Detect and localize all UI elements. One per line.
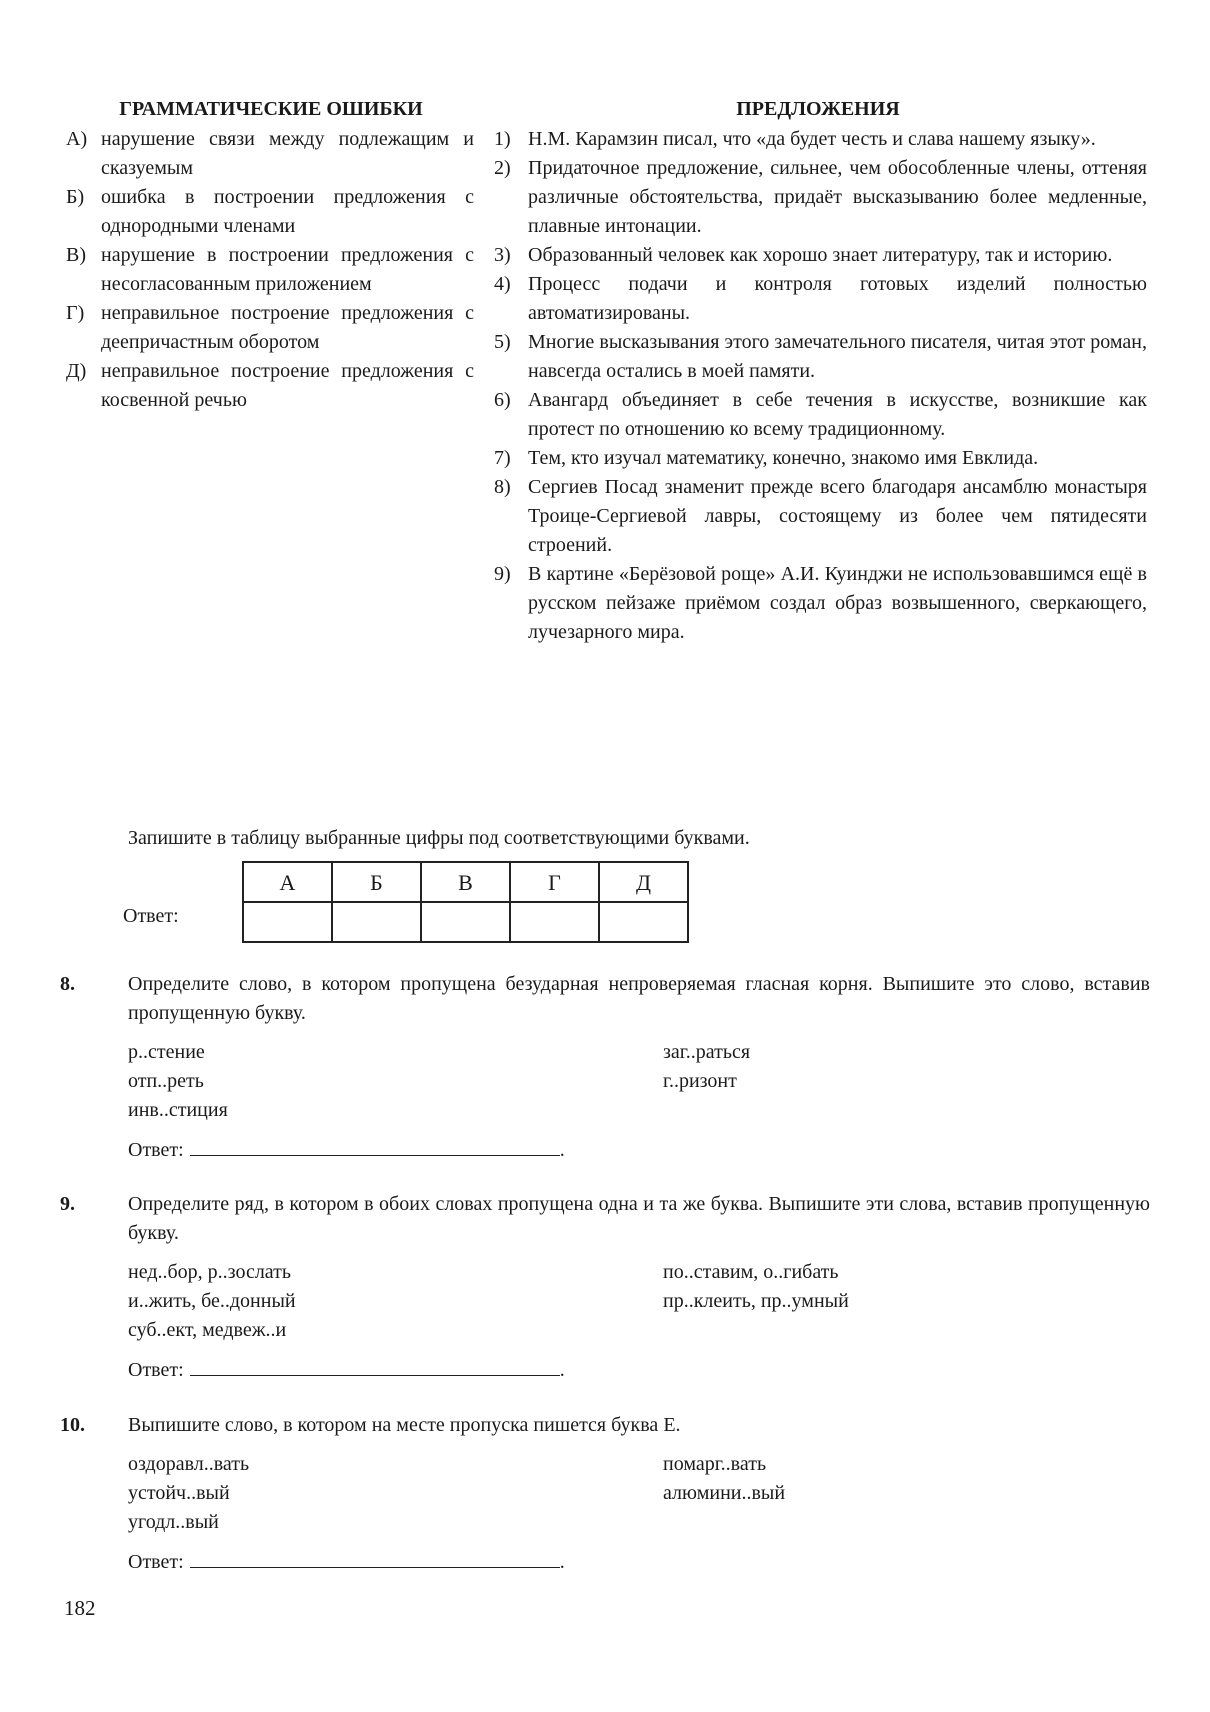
- errors-list: [66, 125, 474, 415]
- word-option: алюмини..вый: [663, 1482, 786, 1504]
- answer-dot: .: [559, 1139, 565, 1161]
- item-label: В): [66, 244, 86, 266]
- list-item: [494, 444, 1147, 473]
- item-label: Г): [66, 302, 85, 324]
- list-item: [494, 560, 1147, 647]
- left-heading: ГРАММАТИЧЕСКИЕ ОШИБКИ: [119, 98, 423, 120]
- question-9: [60, 1190, 1150, 1385]
- answer-cell[interactable]: [510, 902, 599, 942]
- item-text: Процесс подачи и контроля готовых изделий полностью автоматизированы.: [528, 273, 1147, 324]
- word-option: г..ризонт: [663, 1070, 737, 1092]
- answer-label: Ответ:: [128, 1139, 184, 1161]
- right-heading: ПРЕДЛОЖЕНИЯ: [736, 98, 900, 120]
- answer-cell[interactable]: [332, 902, 421, 942]
- item-label: 4): [494, 273, 511, 295]
- item-text: Образованный человек как хорошо знает литературу, так и историю.: [528, 244, 1113, 266]
- item-text: В картине «Берёзовой роще» А.И. Куинджи не использовавшимся ещё в русском пейзаже приёмом создал образ возвышенного, сверкающего, лучезарного мира.: [528, 563, 1147, 643]
- item-text: Многие высказывания этого замечательного писателя, читая этот роман, навсегда остались в моей памяти.: [528, 331, 1147, 382]
- list-item: [66, 299, 474, 357]
- answer-label: Ответ:: [128, 1359, 184, 1381]
- item-text: Придаточное предложение, сильнее, чем обособленные члены, оттеняя различные обстоятельства, придаёт высказыванию более медленные, плавные интонации.: [528, 157, 1147, 237]
- item-text: Сергиев Посад знаменит прежде всего благодаря ансамблю монастыря Троице-Сергиевой лавры, состоящему из более чем пятидесяти строений.: [528, 476, 1147, 556]
- table-instruction: Запишите в таблицу выбранные цифры под соответствующими буквами.: [128, 827, 750, 849]
- table-header-cell: А: [243, 862, 332, 902]
- item-label: 1): [494, 128, 511, 150]
- answer-input[interactable]: [190, 1135, 560, 1156]
- table-header-cell: Г: [510, 862, 599, 902]
- word-option: по..ставим, о..гибать: [663, 1261, 839, 1283]
- item-label: 7): [494, 447, 511, 469]
- question-8: [60, 970, 1150, 1165]
- word-option: угодл..вый: [128, 1511, 219, 1533]
- item-text: ошибка в построении предложения с однородными членами: [101, 186, 474, 237]
- answer-input[interactable]: [190, 1355, 560, 1376]
- question-number: 9.: [60, 1193, 75, 1215]
- table-header-cell: Д: [599, 862, 688, 902]
- list-item: [494, 328, 1147, 386]
- item-text: Авангард объединяет в себе течения в искусстве, возникшие как протест по отношению ко всему традиционному.: [528, 389, 1147, 440]
- word-option: и..жить, бе..донный: [128, 1290, 296, 1312]
- list-item: [494, 473, 1147, 560]
- list-item: [494, 241, 1147, 270]
- item-label: Б): [66, 186, 85, 208]
- answer-cell[interactable]: [243, 902, 332, 942]
- answer-cell[interactable]: [421, 902, 510, 942]
- word-option: р..стение: [128, 1041, 205, 1063]
- item-text: нарушение в построении предложения с несогласованным приложением: [101, 244, 474, 295]
- item-label: 6): [494, 389, 511, 411]
- list-item: [494, 386, 1147, 444]
- list-item: [494, 125, 1147, 154]
- list-item: [66, 357, 474, 415]
- word-option: помарг..вать: [663, 1453, 767, 1475]
- question-number: 10.: [60, 1414, 85, 1436]
- answer-dot: .: [559, 1551, 565, 1573]
- list-item: [66, 183, 474, 241]
- word-option: нед..бор, р..зослать: [128, 1261, 292, 1283]
- answer-cell[interactable]: [599, 902, 688, 942]
- answer-label: Ответ:: [128, 1551, 184, 1573]
- list-item: [494, 270, 1147, 328]
- word-option: пр..клеить, пр..умный: [663, 1290, 849, 1312]
- item-label: 2): [494, 157, 511, 179]
- word-option: отп..реть: [128, 1070, 204, 1092]
- word-option: суб..ект, медвеж..и: [128, 1319, 287, 1341]
- table-header-cell: В: [421, 862, 510, 902]
- item-label: 8): [494, 476, 511, 498]
- page-number: 182: [64, 1596, 96, 1620]
- word-option: устойч..вый: [128, 1482, 230, 1504]
- question-text: Определите ряд, в котором в обоих словах пропущена одна и та же буква. Выпишите эти слова, вставив пропущенную букву.: [128, 1193, 1150, 1244]
- item-label: А): [66, 128, 88, 150]
- question-text: Выпишите слово, в котором на месте пропуска пишется буква Е.: [128, 1414, 681, 1436]
- question-text: Определите слово, в котором пропущена безударная непроверяемая гласная корня. Выпишите это слово, вставив пропущенную букву.: [128, 973, 1150, 1024]
- sentences-list: [494, 125, 1147, 647]
- item-text: неправильное построение предложения с деепричастным оборотом: [101, 302, 474, 353]
- item-text: Н.М. Карамзин писал, что «да будет честь и слава нашему языку».: [528, 128, 1096, 150]
- answer-dot: .: [559, 1359, 565, 1381]
- item-label: 5): [494, 331, 511, 353]
- list-item: [494, 154, 1147, 241]
- list-item: [66, 125, 474, 183]
- item-text: нарушение связи между подлежащим и сказуемым: [101, 128, 474, 179]
- item-text: неправильное построение предложения с косвенной речью: [101, 360, 474, 411]
- item-label: 9): [494, 563, 511, 585]
- table-header-cell: Б: [332, 862, 421, 902]
- item-text: Тем, кто изучал математику, конечно, знакомо имя Евклида.: [528, 447, 1039, 469]
- word-option: оздоравл..вать: [128, 1453, 250, 1475]
- answer-input[interactable]: [190, 1547, 560, 1568]
- word-option: инв..стиция: [128, 1099, 228, 1121]
- item-label: Д): [66, 360, 87, 382]
- item-label: 3): [494, 244, 511, 266]
- list-item: [66, 241, 474, 299]
- question-number: 8.: [60, 973, 75, 995]
- answer-table: [242, 861, 689, 943]
- word-option: заг..раться: [663, 1041, 751, 1063]
- answer-label: Ответ:: [123, 905, 179, 927]
- question-10: [60, 1411, 1150, 1577]
